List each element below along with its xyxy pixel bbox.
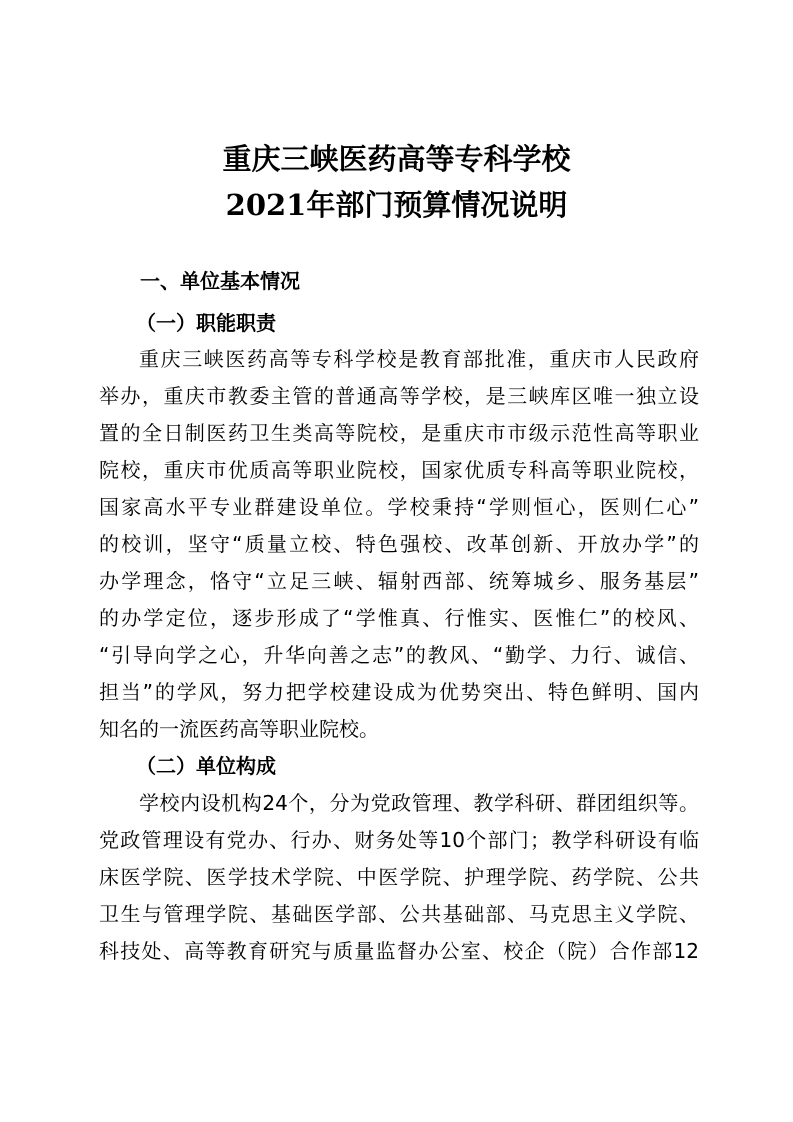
paragraph-line: 办学理念，恪守“立足三峡、辐射西部、统筹城乡、服务基层” [99,569,699,593]
section-heading-unit-overview: 一、单位基本情况 [140,269,300,293]
paragraph-line: 国家高水平专业群建设单位。学校秉持“学则恒心，医则仁心” [99,495,699,519]
paragraph-line: 科技处、高等教育研究与质量监督办公室、校企（院）合作部12 [99,939,699,963]
paragraph-line: 举办，重庆市教委主管的普通高等学校，是三峡库区唯一独立设 [99,384,699,408]
paragraph-line: “引导向学之心，升华向善之志”的教风、“勤学、力行、诚信、 [99,643,699,667]
paragraph-line: 床医学院、医学技术学院、中医学院、护理学院、药学院、公共 [99,865,699,889]
paragraph-line: 院校，重庆市优质高等职业院校，国家优质专科高等职业院校， [99,458,699,482]
subsection-heading-composition: （二）单位构成 [136,754,276,778]
paragraph-line: 卫生与管理学院、基础医学部、公共基础部、马克思主义学院、 [99,902,699,926]
paragraph-line: 置的全日制医药卫生类高等院校，是重庆市市级示范性高等职业 [99,421,699,445]
paragraph-line: 党政管理设有党办、行办、财务处等10个部门；教学科研设有临 [99,828,699,852]
paragraph-line: 重庆三峡医药高等专科学校是教育部批准，重庆市人民政府 [139,347,699,371]
document-title-line2: 2021年部门预算情况说明 [225,188,568,222]
subsection-heading-duties: （一）职能职责 [136,311,276,335]
paragraph-line: 的办学定位，逐步形成了“学惟真、行惟实、医惟仁”的校风、 [99,606,699,630]
paragraph-line: 学校内设机构24个，分为党政管理、教学科研、群团组织等。 [139,791,699,815]
paragraph-line: 担当”的学风，努力把学校建设成为优势突出、特色鲜明、国内 [99,680,699,704]
document-title-line1: 重庆三峡医药高等专科学校 [222,142,571,176]
paragraph-line: 知名的一流医药高等职业院校。 [99,717,379,741]
paragraph-line: 的校训，坚守“质量立校、特色强校、改革创新、开放办学”的 [99,532,699,556]
